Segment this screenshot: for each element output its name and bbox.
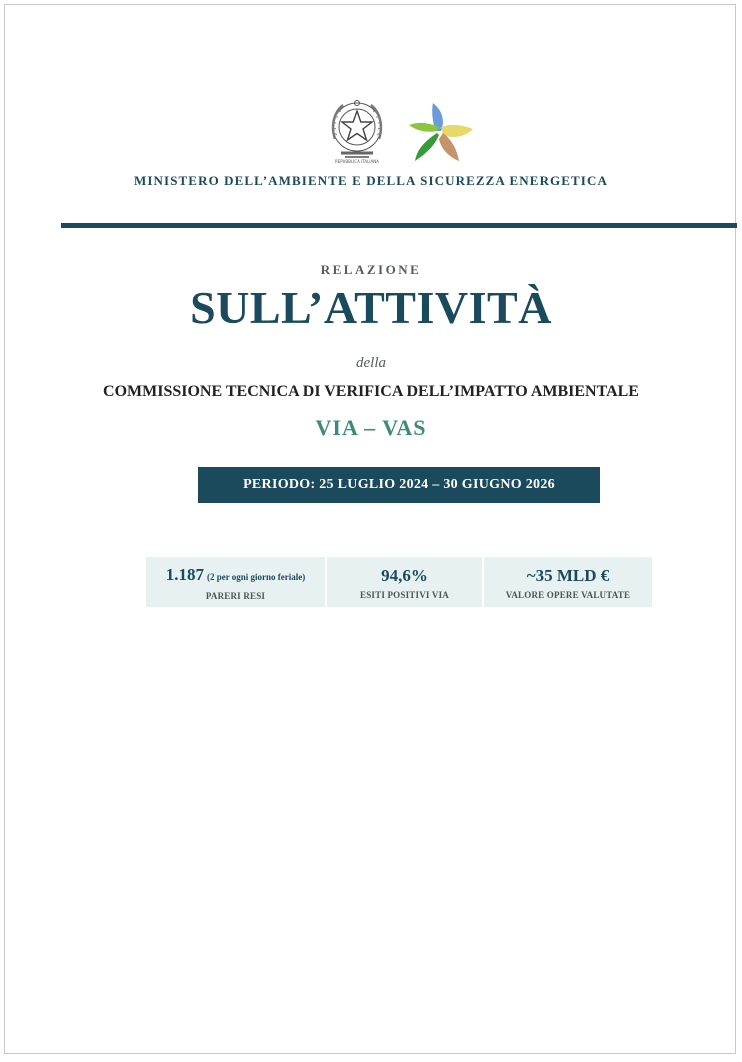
- commission-acronym: VIA – VAS: [315, 415, 427, 440]
- stat-label: PARERI RESI: [205, 591, 266, 601]
- period-text: PERIODO: 25 LUGLIO 2024 – 30 GIUGNO 2026: [243, 477, 555, 492]
- stat-label: VALORE OPERE VALUTATE: [505, 590, 631, 600]
- stat-value: 94,6%: [381, 566, 428, 585]
- stats-strip: [146, 557, 652, 607]
- stat-card-opinions: [146, 557, 325, 607]
- ministry-name: MINISTERO DELL’AMBIENTE E DELLA SICUREZZA ENERGETICA: [134, 173, 608, 188]
- commission-name: COMMISSIONE TECNICA DI VERIFICA DELL’IMPATTO AMBIENTALE: [103, 383, 639, 400]
- stat-label: ESITI POSITIVI VIA: [360, 590, 449, 600]
- page-title: SULL’ATTIVITÀ: [190, 282, 552, 333]
- stat-card-works-value: [484, 557, 652, 607]
- italian-republic-emblem-icon: [327, 97, 387, 165]
- stat-value-row: [166, 565, 306, 587]
- document-page: [4, 4, 736, 1054]
- header-divider: [61, 223, 737, 228]
- stat-value: 1.187: [165, 565, 204, 584]
- header-logos: [5, 97, 737, 167]
- stat-card-positive-outcomes: [327, 557, 482, 607]
- stat-note: (2 per ogni giorno feriale): [206, 572, 306, 582]
- stat-value: ~35 MLD €: [526, 566, 610, 585]
- mase-star-logo-icon: [409, 101, 473, 163]
- period-banner: [198, 467, 600, 503]
- title-connector: della: [356, 355, 386, 371]
- title-overline: RELAZIONE: [320, 262, 422, 277]
- svg-text:REPVBBLICA ITALIANA: REPVBBLICA ITALIANA: [334, 159, 380, 164]
